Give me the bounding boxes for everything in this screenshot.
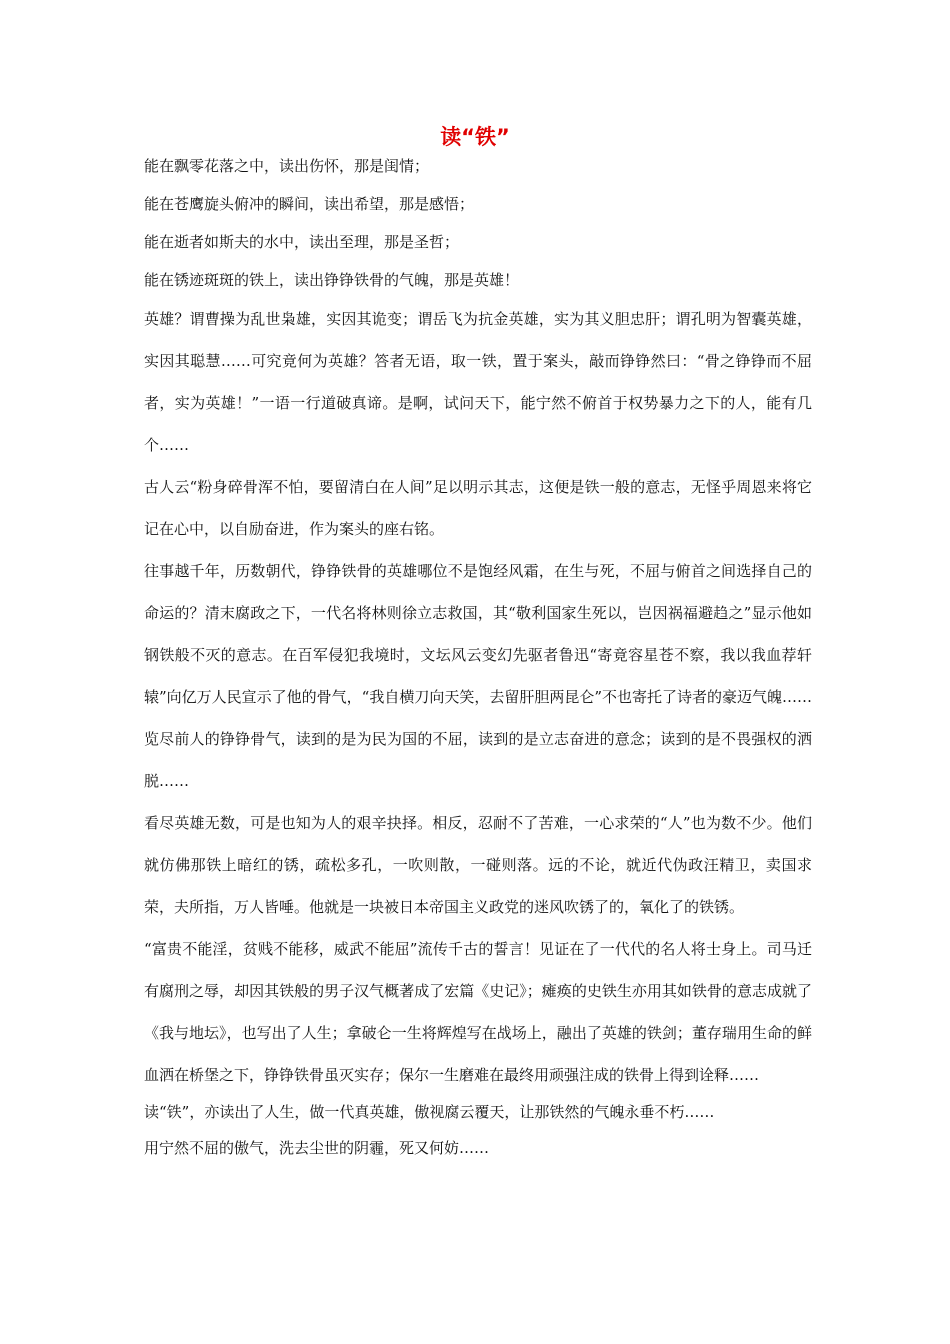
document-title: 读“铁” bbox=[440, 125, 510, 149]
paragraph: 往事越千年，历数朝代，铮铮铁骨的英雄哪位不是饱经风霜，在生与死，不屈与俯首之间选择自己的命运的？清末腐政之下，一代名将林则徐立志救国，其“敬利国家生死以，岂因祸福避趋之”显示他如钢铁般不灭的意志。在百军侵犯我境时，文坛风云变幻先驱者鲁迅“寄竟容星苍不察，我以我血荐轩辕”向亿万人民宣示了他的骨气，“我自横刀向天笑，去留肝胆两昆仑”不也寄托了诗者的豪迈气魄……览尽前人的铮铮骨气，读到的是为民为国的不屈，读到的是立志奋进的意念；读到的是不畏强权的洒脱…… bbox=[144, 562, 813, 790]
paragraph: 英雄？谓曹操为乱世枭雄，实因其诡变；谓岳飞为抗金英雄，实为其义胆忠肝；谓孔明为智囊英雄，实因其聪慧……可究竟何为英雄？答者无语，取一铁，置于案头，敲而铮铮然曰：“骨之铮铮而不屈者，实为英雄！”一语一行道破真谛。是啊，试问天下，能宁然不俯首于权势暴力之下的人，能有几个…… bbox=[144, 310, 812, 454]
paragraph: 能在逝者如斯夫的水中，读出至理，那是圣哲； bbox=[144, 233, 460, 251]
paragraph: 能在锈迹斑斑的铁上，读出铮铮铁骨的气魄，那是英雄！ bbox=[144, 271, 520, 289]
paragraph: 看尽英雄无数，可是也知为人的艰辛抉择。相反，忍耐不了苦难，一心求荣的“人”也为数不少。他们就仿佛那铁上暗红的锈，疏松多孔，一吹则散，一碰则落。远的不论，就近代伪政汪精卫，卖国求荣，夫所指，万人皆唾。他就是一块被日本帝国主义政党的迷风吹锈了的，氧化了的铁锈。 bbox=[144, 814, 812, 916]
paragraph: 用宁然不屈的傲气，洗去尘世的阴霾，死又何妨…… bbox=[144, 1139, 490, 1157]
paragraph: “富贵不能淫，贫贱不能移，威武不能屈”流传千古的誓言！见证在了一代代的名人将士身上。司马迁有腐刑之辱，却因其铁般的男子汉气概著成了宏篇《史记》；瘫痪的史铁生亦用其如铁骨的意志成就了《我与地坛》，也写出了人生；拿破仑一生将辉煌写在战场上，融出了英雄的铁剑；董存瑞用生命的鲜血洒在桥堡之下，铮铮铁骨虽灭实存；保尔一生磨难在最终用顽强注成的铁骨上得到诠释…… bbox=[144, 940, 812, 1084]
paragraph: 能在飘零花落之中，读出伤怀，那是闺情； bbox=[144, 157, 430, 175]
paragraph: 读“铁”，亦读出了人生，做一代真英雄，傲视腐云覆天，让那铁然的气魄永垂不朽…… bbox=[144, 1103, 715, 1121]
document-body bbox=[144, 150, 812, 1164]
paragraph: 古人云“粉身碎骨浑不怕，要留清白在人间”足以明示其志，这便是铁一般的意志，无怪乎周恩来将它记在心中，以自励奋进，作为案头的座右铭。 bbox=[144, 478, 812, 538]
paragraph: 能在苍鹰旋头俯冲的瞬间，读出希望，那是感悟； bbox=[144, 195, 475, 213]
